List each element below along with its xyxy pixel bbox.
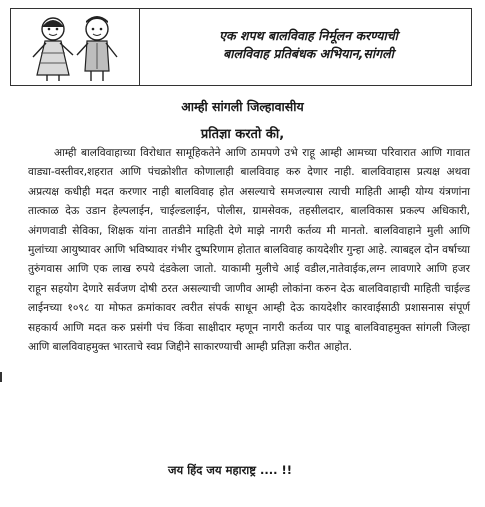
header-title — [151, 27, 466, 63]
header-line-1: एक शपथ बालविवाह निर्मूलन करण्याची — [219, 28, 398, 43]
pledge-title: प्रतिज्ञा करतो की, — [200, 127, 285, 142]
closing-slogan: जय हिंद जय महाराष्ट्र .... !! — [168, 463, 292, 477]
pledge-body: आम्ही बालविवाहाच्या विरोधात सामूहिकतेने आणि ठामपणे उभे राहू आम्ही आमच्या परिवारात आणि गावात वाड्या-वस्तीवर,शहरात आणि पंचक्रोशीत कोणालाही बालविवाह करु देणार नाही. बालविवाहास प्रत्यक्ष अथवा अप्रत्यक्ष कधीही मदत करणार नाही बालविवाह होत असल्याचे समजल्यास त्याची माहिती आम्ही योग्य यंत्रणांना तात्काळ देऊ उडान हेल्पलाईन, चाईल्डलाईन, पोलीस, ग्रामसेवक, तहसीलदार, बालविकास प्रकल्प अधिकारी, अंगणवाडी सेविका, शिक्षक यांना तातडीने माहिती देणे माझे नागरी कर्तव्य मी मानतो. बालविवाहाने मुली आणि मुलांच्या आयुष्यावर आणि भविष्यावर गंभीर दुष्परिणाम होतात बालविवाह कायदेशीर गुन्हा आहे. त्याबद्दल दोन वर्षाच्या तुरुंगवास आणि एक लाख रुपये दंडकेला जातो. याकामी मुलीचे आई वडील,नातेवाईक,लग्न लावणारे आणि हजर राहून सहयोग देणारे सर्वजण दोषी ठरत असल्याची जाणीव आम्ही लोकांना करुन देऊ बालविवाहाची माहिती चाईल्ड लाईनच्या १०९८ या मोफत क्रमांकावर त्वरीत संपर्क साधून आम्ही देऊ कायदेशीर कारवाईसाठी प्रशासनास संपूर्ण सहकार्य आणि मदत करु प्रसंगी पंच किंवा साक्षीदार म्हणून नागरी कर्तव्य पार पाडू बालविवाहमुक्त सांगली जिल्हा आणि बालविवाहमुक्त भारताचे स्वप्न जिद्दीने साकारण्याची आम्ही प्रतिज्ञा करीत आहोत. — [28, 147, 470, 354]
margin-mark — [0, 372, 2, 382]
greeting: आम्ही सांगली जिल्हावासीय — [181, 99, 304, 114]
children-couple-illustration-icon — [21, 13, 131, 83]
header-divider — [139, 9, 140, 85]
header-line-2: बालविवाह प्रतिबंधक अभियान,सांगली — [223, 46, 394, 61]
document-header — [10, 8, 472, 86]
